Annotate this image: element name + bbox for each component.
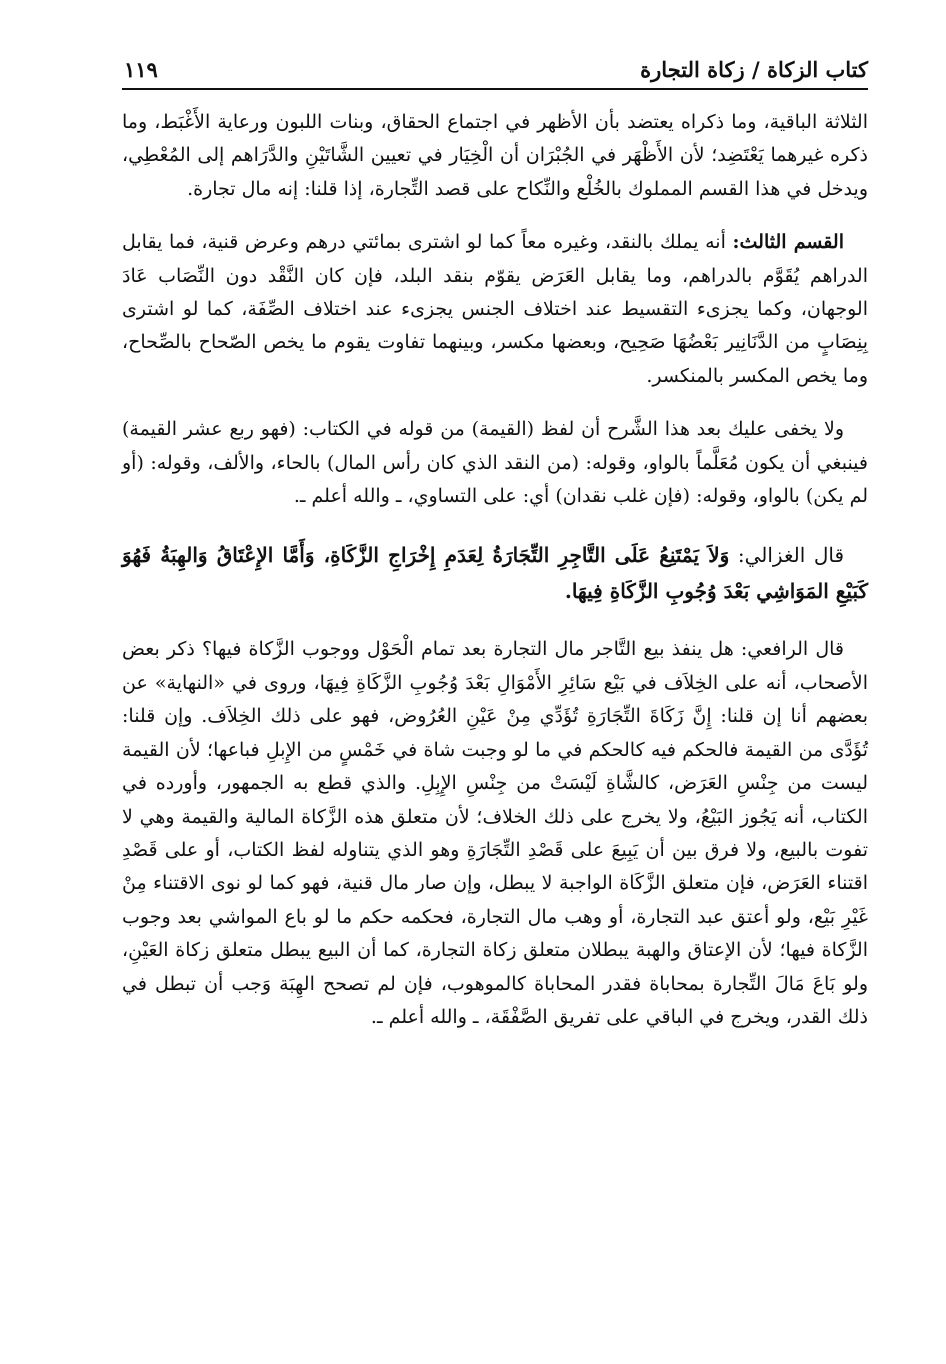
paragraph-2-text: أنه يملك بالنقد، وغيره معاً كما لو اشترى بمائتي درهم وعرض قنية، فما يقابل الدراهم يُقَوَّم بالدراهم، وما يقابل العَرَض يقوّم بنقد البلد، فإن كان النَّقْد دون النِّصَاب عَادَ الوجهان، وكما يجزىء التقسيط عند اختلاف الجنس يجزىء عند اختلاف الصِّفَة، كما لو اشترى بِنِصَابٍ من الدَّنَانِير بَعْضُهَا صَحِيح، وبعضها مكسر، وبينهما تفاوت يقوم ما يخص الصّحاح بالصِّحاح، وما يخص المكسر بالمنكسر. [122,231,868,387]
running-title: كتاب الزكاة / زكاة التجارة [640,57,868,82]
page-body [122,106,868,1034]
ghazali-intro: قال الغزالي: [737,543,845,568]
ghazali-quote [122,537,868,609]
book-page [122,44,868,1034]
page-number: ١١٩ [124,57,158,82]
page-header [122,44,868,90]
ghazali-matn: وَلاَ يَمْتَنِعُ عَلَى التَّاجِرِ التِّجَارَةُ لِعَدَمِ إِخْرَاجِ الزَّكَاةِ، وَأَمَّا الإِعْتَاقُ وَالهِبَةُ فَهُوَ كَبَيْعِ المَوَاشِي بَعْدَ وُجُوبِ الزَّكَاةِ فِيهَا. [122,543,868,604]
paragraph-1: الثلاثة الباقية، وما ذكراه يعتضد بأن الأظهر في اجتماع الحقاق، وبنات اللبون ورعاية الأَغْبَط، وما ذكره غيرهما يَعْتَضِد؛ لأن الأَظْهَر في الجُبْرَان أن الْخِيَار في تعيين الشَّاتَيْنِ والدَّرَاهم إلى المُعْطِي، ويدخل في هذا القسم المملوك بالخُلْع والنِّكاح على قصد التِّجارة، إذا قلنا: إنه مال تجارة. [122,111,868,200]
rafii-commentary: قال الرافعي: هل ينفذ بيع التَّاجر مال التجارة بعد تمام الْحَوْل ووجوب الزَّكاة فيها؟ ذكر بعض الأصحاب، أنه على الخِلاَف في بَيْع سَائِرِ الأَمْوَالِ بَعْدَ وُجُوبِ الزَّكَاةِ فِيهَا، وروى في «النهاية» عن بعضهم أنا إن قلنا: إِنَّ زَكَاةَ التِّجَارَةِ تُؤَدِّي مِنْ عَيْنِ العُرُوض، فهو على ذلك الخِلاَف. وإن قلنا: تُؤَدَّى من القيمة فالحكم فيه كالحكم في ما لو وجبت شاة في خَمْسٍ من الإِبلِ فباعها؛ لأن القيمة ليست من جِنْسِ العَرَض، كالشَّاةِ لَيْسَتْ من جِنْسِ الإِبِلِ. والذي قطع به الجمهور، وأورده في الكتاب، أنه يَجُوز البَيْعُ، ولا يخرج على ذلك الخلاف؛ لأن متعلق هذه الزَّكاة المالية والقيمة وهي لا تفوت بالبيع، ولا فرق بين أن يَبِيعَ على قَصْدِ التِّجَارَةِ وهو الذي يتناوله لفظ الكتاب، أو على قَصْدِ اقتناء العَرَض، فإن متعلق الزَّكَاة الواجبة لا يبطل، وإن صار مال قنية، فهو كما لو نوى الاقتناء مِنْ غَيْرِ بَيْع، ولو أعتق عبد التجارة، أو وهب مال التجارة، فحكمه حكم ما لو باع المواشي بعد وجوب الزَّكاة فيها؛ لأن الإعتاق والهبة يبطلان متعلق زكاة التجارة، كما أن البيع يبطل متعلق زكاة العَيْنِ، ولو بَاعَ مَالَ التِّجارة بمحاباة فقدر المحاباة كالموهوب، فإن لم تصحح الهِبَة وَجب أن تبطل في ذلك القدر، ويخرج في الباقي على تفريق الصَّفْقَة، ـ والله أعلم ـ. [122,638,868,1028]
paragraph-2 [122,226,868,393]
paragraph-3: ولا يخفى عليك بعد هذا الشَّرح أن لفظ (القيمة) من قوله في الكتاب: (فهو ربع عشر القيمة) فينبغي أن يكون مُعَلَّماً بالواو، وقوله: (من النقد الذي كان رأس المال) بالحاء، والألف، وقوله: (أو لم يكن) بالواو، وقوله: (فإن غلب نقدان) أي: على التساوي، ـ والله أعلم ـ. [122,418,868,508]
section-label: القسم الثالث: [732,231,844,254]
